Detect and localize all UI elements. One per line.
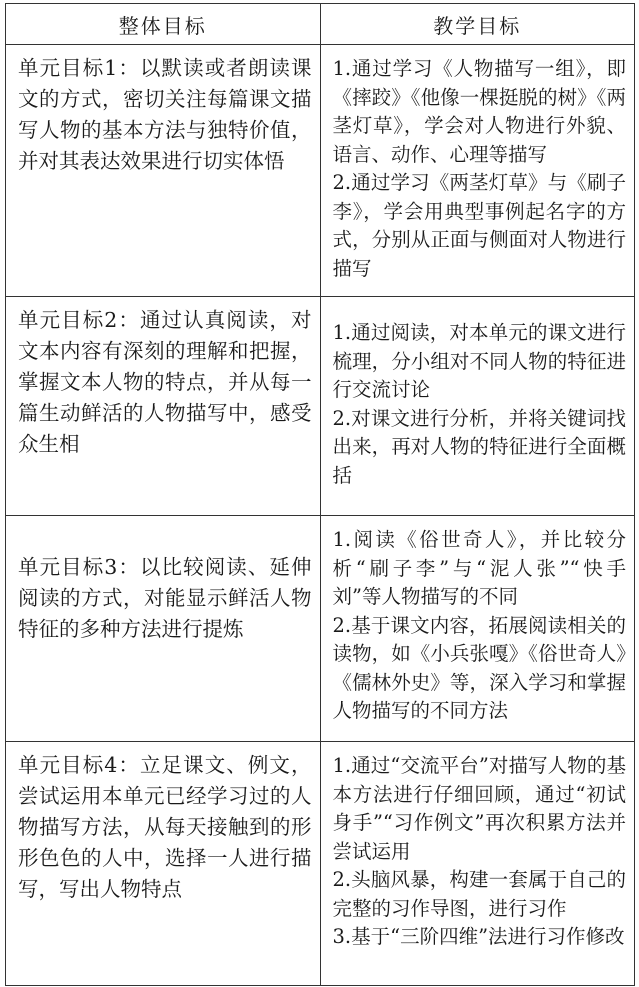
teaching-goal-item: 2.基于课文内容，拓展阅读相关的读物，如《小兵张嘎》《俗世奇人》《儒林外史》等，深入学习和掌握人物描写的不同方法 [332, 613, 626, 722]
teaching-goal-item: 1.通过学习《人物描写一组》，即《摔跤》《他像一棵挺脱的树》《两茎灯草》，学会对人物进行外貌、语言、动作、心理等描写 [332, 57, 626, 166]
table-row [6, 516, 635, 742]
table-row [6, 45, 635, 297]
teaching-goal-cell [320, 742, 635, 986]
teaching-goal-item: 1.通过“交流平台”对描写人物的基本方法进行仔细回顾，通过“初试身手”“习作例文”再次积累方法并尝试运用 [332, 754, 626, 863]
teaching-goal-item: 1.阅读《俗世奇人》，并比较分析“刷子李”与“泥人张”“快手刘”等人物描写的不同 [332, 528, 626, 608]
overall-goal-cell: 单元目标2：通过认真阅读，对文本内容有深刻的理解和把握，掌握文本人物的特点，并从每一篇生动鲜活的人物描写中，感受众生相 [6, 297, 321, 516]
teaching-goal-cell [320, 45, 635, 297]
teaching-goal-item: 3.基于“三阶四维”法进行习作修改 [332, 925, 625, 948]
teaching-goal-item: 2.对课文进行分析，并将关键词找出来，再对人物的特征进行全面概括 [332, 406, 626, 487]
overall-goal-cell: 单元目标3：以比较阅读、延伸阅读的方式，对能显示鲜活人物特征的多种方法进行提炼 [6, 516, 321, 742]
table-row [6, 297, 635, 516]
header-row [6, 4, 635, 45]
teaching-goal-cell [320, 516, 635, 742]
goals-table [5, 3, 635, 986]
teaching-goal-cell [320, 297, 635, 516]
teaching-goal-item: 2.头脑风暴，构建一套属于自己的完整的习作导图，进行习作 [332, 868, 626, 920]
header-teaching-goal: 教学目标 [320, 4, 635, 45]
header-overall-goal: 整体目标 [6, 4, 321, 45]
overall-goal-cell: 单元目标1：以默读或者朗读课文的方式，密切关注每篇课文描写人物的基本方法与独特价值，并对其表达效果进行切实体悟 [6, 45, 321, 297]
table-row [6, 742, 635, 986]
overall-goal-cell: 单元目标4：立足课文、例文，尝试运用本单元已经学习过的人物描写方法，从每天接触到的形形色色的人中，选择一人进行描写，写出人物特点 [6, 742, 321, 986]
teaching-goal-item: 1.通过阅读，对本单元的课文进行梳理，分小组对不同人物的特征进行交流讨论 [332, 321, 626, 401]
teaching-goal-item: 2.通过学习《两茎灯草》与《刷子李》，学会用典型事例起名字的方式，分别从正面与侧面对人物进行描写 [332, 171, 626, 280]
